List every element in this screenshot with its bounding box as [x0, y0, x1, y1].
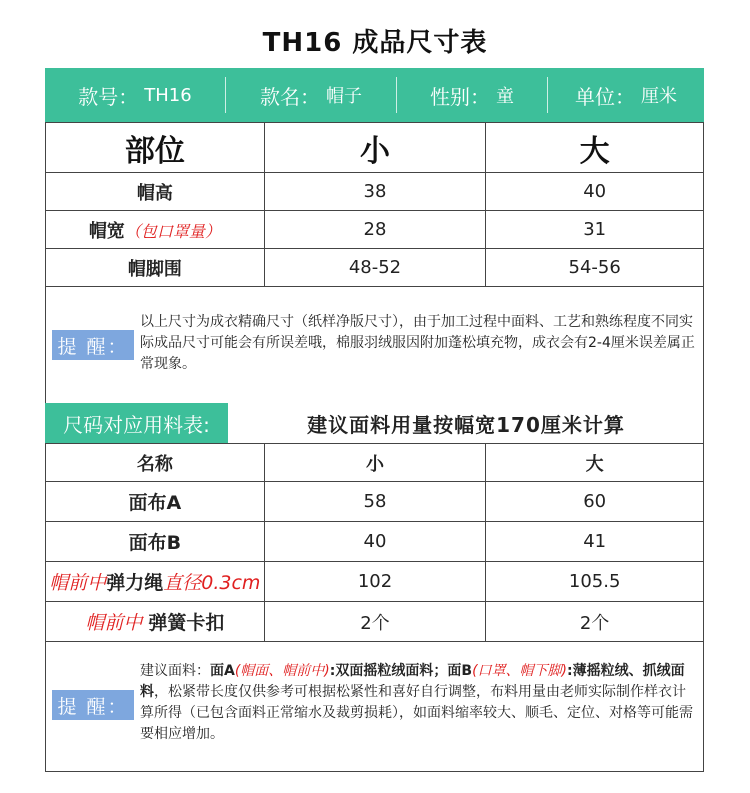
- part-cell: [46, 173, 265, 211]
- style-number-value: TH16: [144, 84, 192, 106]
- gender-label: 性别：: [430, 84, 490, 109]
- material-cell: [46, 522, 265, 562]
- fabric-table: [45, 443, 704, 642]
- large-value: 41: [486, 522, 704, 562]
- part-name: 帽脚围: [127, 258, 182, 280]
- small-value: 102: [264, 562, 486, 602]
- column-header-small: 小: [264, 444, 486, 482]
- fabric-usage-badge: 尺码对应用料表:: [45, 403, 228, 443]
- reminder-text: [140, 661, 696, 745]
- material-cell: [46, 602, 265, 642]
- reminder-text: 以上尺寸为成衣精确尺寸（纸样净版尺寸），由于加工过程中面料、工艺和熟练程度不同实际成品尺寸可能会有所误差哦，棉服羽绒服因附加蓬松填充物，成衣会有2-4厘米误差属正常现象。: [140, 314, 695, 372]
- reminder-text-part: ，松紧带长度仅供参考可根据松紧性和喜好自行调整，布料用量由老师实际制作样衣计算所得（已包含面料正常缩水及裁剪损耗），如面料缩率较大、顺毛、定位、对格等可能需要相应增加。: [140, 684, 693, 742]
- part-note: （包口罩量）: [124, 221, 221, 241]
- part-cell: [46, 249, 265, 287]
- table-row: [46, 482, 704, 522]
- part-name: 帽宽: [88, 220, 125, 242]
- reminder-badge: 提 醒：: [52, 330, 134, 360]
- column-header-name: 名称: [46, 444, 265, 482]
- gender-cell: [397, 68, 547, 122]
- small-value: 2个: [264, 602, 486, 642]
- material-cell: [46, 562, 265, 602]
- style-name-label: 款名：: [260, 84, 320, 109]
- material-name: 面布B: [128, 532, 182, 554]
- page-title: TH16 成品尺寸表: [262, 28, 488, 58]
- size-table: [45, 122, 704, 287]
- part-name: 帽高: [136, 182, 173, 204]
- style-name-cell: [226, 68, 396, 122]
- large-value: 40: [486, 173, 704, 211]
- large-value: 105.5: [486, 562, 704, 602]
- small-value: 48-52: [264, 249, 486, 287]
- table-row: [46, 522, 704, 562]
- material-name: 弹力绳: [106, 572, 164, 594]
- table-row: [46, 562, 704, 602]
- column-header-part: 部位: [46, 123, 265, 173]
- gender-value: 童: [496, 86, 514, 107]
- fabric-table-header: [46, 444, 704, 482]
- reminder-text-part: :薄摇粒绒、抓绒面料: [140, 663, 685, 700]
- small-value: 40: [264, 522, 486, 562]
- reminder-text-part: (帽面、帽前中): [234, 663, 330, 679]
- fabric-usage-header: [45, 403, 704, 443]
- unit-value: 厘米: [641, 86, 677, 107]
- size-table-header: [46, 123, 704, 173]
- material-prefix: 帽前中: [49, 572, 107, 594]
- reminder-text-part: 建议面料：: [140, 663, 210, 679]
- table-row: [46, 249, 704, 287]
- reminder-text-part: 面A: [210, 663, 235, 679]
- small-value: 28: [264, 211, 486, 249]
- table-row: [46, 602, 704, 642]
- info-header: [45, 68, 704, 122]
- column-header-large: 大: [486, 444, 704, 482]
- large-value: 31: [486, 211, 704, 249]
- style-number-label: 款号：: [78, 84, 139, 109]
- fabric-usage-caption: 建议面料用量按幅宽170厘米计算: [307, 412, 625, 437]
- style-number-cell: [45, 68, 225, 122]
- table-row: [46, 211, 704, 249]
- material-suffix: 直径0.3cm: [163, 572, 261, 594]
- material-prefix: 帽前中: [85, 612, 149, 634]
- material-name: 面布A: [128, 492, 182, 514]
- material-name: 弹簧卡扣: [148, 612, 225, 634]
- style-name-value: 帽子: [326, 86, 362, 107]
- small-value: 58: [264, 482, 486, 522]
- unit-cell: [548, 68, 704, 122]
- reminder-badge: 提 醒：: [52, 690, 134, 720]
- column-header-large: 大: [486, 123, 704, 173]
- table-row: [46, 173, 704, 211]
- large-value: 60: [486, 482, 704, 522]
- large-value: 54-56: [486, 249, 704, 287]
- large-value: 2个: [486, 602, 704, 642]
- reminder-text-part: :双面摇粒绒面料；面B: [329, 663, 473, 679]
- part-cell: [46, 211, 265, 249]
- unit-label: 单位：: [575, 84, 635, 109]
- reminder-text-part: (口罩、帽下脚): [472, 663, 567, 679]
- material-cell: [46, 482, 265, 522]
- small-value: 38: [264, 173, 486, 211]
- column-header-small: 小: [264, 123, 486, 173]
